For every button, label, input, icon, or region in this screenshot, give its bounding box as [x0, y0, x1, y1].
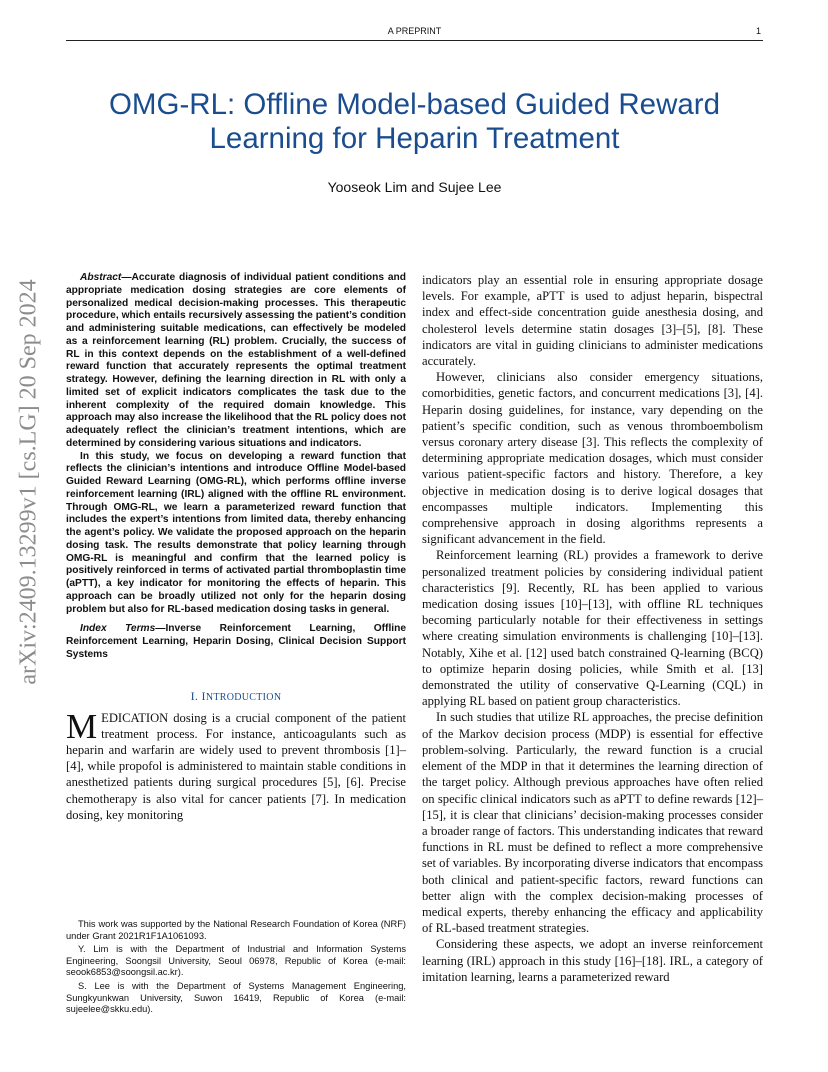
section-number: I.: [190, 688, 202, 703]
intro-paragraph-1: [66, 706, 406, 823]
section-initial: I: [201, 688, 206, 703]
header-rule: [66, 40, 763, 41]
drop-cap: M: [66, 706, 98, 746]
body-paragraph: However, clinicians also consider emergency situations, comorbidities, genetic factors, and concurrent medications [3], [4]. Heparin dosing guidelines, for instance, vary depending on the patient’s specific condition, such as venous thromboembolism versus coronary artery disease [3]. This reflects the complexity of determining appropriate medication dosages, which must consider various patient-specific factors and history. Therefore, a key objective in medication dosing is to derive logical dosages that encompasses multiple indicators. Implementing this comprehensive approach in dosing algorithms represents a significant advancement in the field.: [422, 370, 763, 547]
left-column: [66, 272, 406, 823]
body-paragraph: Considering these aspects, we adopt an inverse reinforcement learning (IRL) approach in this study [16]–[18]. IRL, a category of imitation learning, learns a parameterized reward: [422, 937, 763, 984]
body-paragraph: indicators play an essential role in ensuring appropriate dosage levels. For example, aPTT is used to adjust heparin, bispectral index and effect-side concentration guide anesthesia dosing, and cholesterol levels determine statin dosages [3]–[5], [8]. These indicators are vital in guiding clinicians to administer medications accurately.: [422, 273, 763, 369]
arxiv-identifier: arXiv:2409.13299v1 [cs.LG] 20 Sep 2024: [15, 279, 42, 685]
footnote-author-2: S. Lee is with the Department of Systems Management Engineering, Sungkyunkwan University, Suwon 16419, Republic of Korea (e-mail: sujeelee@skku.edu).: [66, 980, 406, 1015]
index-terms: [66, 623, 406, 661]
abstract-paragraph-2: In this study, we focus on developing a reward function that reflects the clinician’s intentions and introduce Offline Model-based Guided Reward Learning (OMG-RL), which performs offline inverse reinforcement learning (IRL) aligned with the offline RL environment. Through OMG-RL, we learn a parameterized reward function that includes the expert’s intentions from limited data, thereby enhancing the agent’s policy. We validate the proposed approach on the heparin dosing task. The results demonstrate that policy learning through OMG-RL is meaningful and confirm that the learned policy is positively reinforced in terms of activated partial thromboplastin time (aPTT), a key indicator for monitoring the effects of heparin. This approach can be broadly utilized not only for the heparin dosing problem but also for RL-based medication dosing tasks in general.: [66, 450, 406, 615]
section-heading-introduction: [66, 689, 406, 704]
right-column: [422, 272, 763, 985]
paper-authors: Yooseok Lim and Sujee Lee: [327, 179, 502, 195]
page-number: 1: [755, 26, 761, 36]
intro-paragraph-1-text: EDICATION dosing is a crucial component of the patient treatment process. For instance, anticoagulants such as heparin and warfarin are widely used to prevent thrombosis [1]–[4], while propofol is administered to maintain stable conditions in anesthetized patients during surgical procedures [5], [6]. Precise chemotherapy is also vital for cancer patients [7]. In medication dosing, key monitoring: [66, 710, 406, 822]
index-terms-text: Inverse Reinforcement Learning, Offline Reinforcement Learning, Heparin Dosing, Clinical Decision Support Systems: [66, 623, 406, 660]
abstract-paragraph-1: [66, 272, 406, 451]
index-terms-label: Index Terms—: [80, 623, 166, 635]
body-paragraph: In such studies that utilize RL approaches, the precise definition of the Markov decision process (MDP) is essential for effective problem-solving. Particularly, the reward function is a crucial element of the MDP in that it determines the learning direction of the target policy. Although previous approaches have often relied on specific clinical indicators such as aPTT to define rewards [12]–[15], it is clear that clinicians’ decision-making processes consider a broader range of factors. This understanding indicates that reward functions in RL must be defined to reflect a more comprehensive set of variables. By incorporating diverse indicators that encompass both clinical and patient-specific factors, reward functions can better align with the complex decision-making processes of medical experts, thereby enhancing the efficacy and applicability of RL-based treatment strategies.: [422, 710, 763, 936]
arxiv-sidebar: [14, 279, 44, 685]
abstract-text-1: Accurate diagnosis of individual patient conditions and appropriate medication dosing strategies are core elements of personalized medical decision-making processes. This therapeutic procedure, which entails recursively assessing the patient’s condition and administering suitable medications, can effectively be modeled as a reinforcement learning (RL) problem. Crucially, the success of RL in this context depends on the establishment of a well-defined reward function that accurately represents the optimal treatment strategy. However, defining the learning direction in RL with only a limited set of explicit indicators complicates the task due to the inherent complexity of the required domain knowledge. This approach may also increase the likelihood that the RL policy does not adequately reflect the clinician’s treatment intentions, which are determined by considering various situations and indicators.: [66, 272, 406, 449]
running-header: [66, 26, 763, 40]
running-header-label: A PREPRINT: [387, 26, 442, 36]
paper-title: OMG-RL: Offline Model-based Guided Reward Learning for Heparin Treatment: [108, 88, 721, 155]
abstract-label: Abstract—: [80, 272, 132, 283]
footnotes: [66, 919, 406, 1018]
footnote-funding: This work was supported by the National Research Foundation of Korea (NRF) under Grant 2021R1F1A1061093.: [66, 919, 406, 941]
section-title-rest: NTRODUCTION: [205, 691, 282, 703]
footnote-author-1: Y. Lim is with the Department of Industrial and Information Systems Engineering, Soongsil University, Seoul 06978, Republic of Korea (e-mail: seook6853@soongsil.ac.kr).: [66, 944, 406, 978]
body-paragraph: Reinforcement learning (RL) provides a framework to derive personalized treatment policies by considering individual patient characteristics [9]. Recently, RL has been applied to various medication dosing issues [10]–[13], with offline RL techniques becoming particularly notable for their effectiveness in settings where creating simulation environments is challenging [10]–[13]. Notably, Xihe et al. [12] used batch constrained Q-learning (BCQ) to optimize heparin dosing policies, while Smith et al. [13] demonstrated the utility of conservative Q-Learning (CQL) in applying RL based on patient group characteristics.: [422, 548, 763, 709]
